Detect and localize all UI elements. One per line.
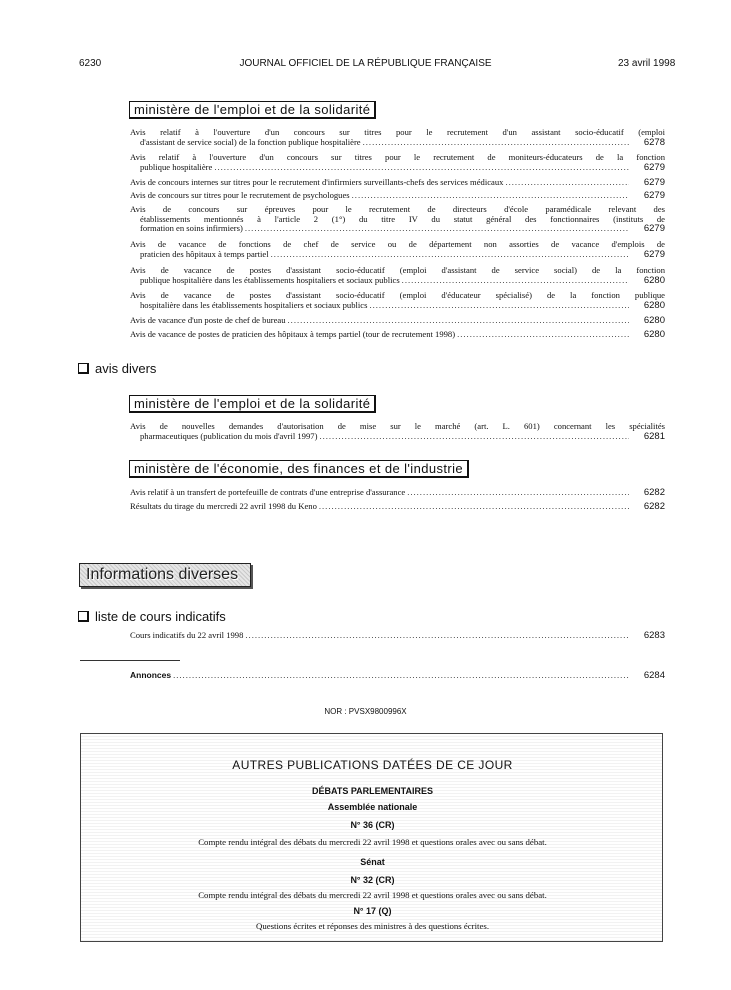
section-title: avis divers	[95, 361, 157, 376]
entry-text: Avis relatif à un transfert de portefeuille de contrats d'une entreprise d'assurance	[130, 487, 406, 497]
ministry-heading-emploi: ministère de l'emploi et de la solidarité	[129, 101, 376, 119]
issue-date: 23 avril 1998	[618, 58, 676, 69]
senat-heading: Sénat	[360, 857, 385, 867]
dot-leader	[352, 191, 629, 201]
entry-text-line1: Avis de vacance de fonctions de chef de service ou de département non assorties de vacance d'emplois de	[130, 239, 665, 249]
toc-entry[interactable]	[130, 330, 665, 340]
entry-text-line1: Avis de concours sur épreuves pour le recrutement de directeurs d'école paramédicale relevant des	[130, 204, 665, 214]
checkbox-square-icon	[78, 611, 89, 622]
dot-leader	[288, 316, 629, 326]
toc-entry[interactable]	[130, 153, 665, 172]
dot-leader	[245, 224, 629, 234]
banner-title: Informations diverses	[86, 566, 239, 583]
entry-page: 6280	[643, 299, 665, 311]
nor-reference: NOR : PVSX9800996X	[324, 707, 407, 716]
entry-page: 6282	[643, 487, 665, 498]
an-description: Compte rendu intégral des débats du mercredi 22 avril 1998 et questions orales avec ou sans débat.	[198, 837, 547, 847]
entry-text: Cours indicatifs du 22 avril 1998	[130, 630, 244, 640]
entry-text-line2: praticien des hôpitaux à temps partiel	[140, 248, 269, 259]
toc-entry[interactable]	[130, 502, 665, 512]
toc-entry[interactable]	[130, 128, 665, 147]
entry-page: 6279	[643, 161, 665, 173]
toc-entry[interactable]	[130, 191, 665, 201]
questions-description: Questions écrites et réponses des ministres à des questions écrites.	[255, 921, 490, 931]
toc-entry[interactable]	[130, 240, 665, 259]
entry-page: 6279	[643, 177, 665, 188]
entry-page: 6280	[643, 274, 665, 286]
toc-entry[interactable]	[130, 631, 665, 641]
entry-text-line3: formation en soins infirmiers)	[140, 223, 243, 234]
entry-page: 6280	[643, 315, 665, 326]
ministry-heading-emploi: ministère de l'emploi et de la solidarité	[129, 395, 376, 413]
entry-page: 6280	[643, 329, 665, 340]
entry-page: 6284	[643, 670, 665, 681]
entry-page: 6279	[643, 190, 665, 201]
entry-text-line2: hospitalière dans les établissements hospitaliers et sociaux publics	[140, 299, 368, 310]
dot-leader	[319, 432, 629, 442]
dot-leader	[402, 276, 629, 286]
questions-number: N° 17 (Q)	[353, 906, 392, 916]
journal-title: JOURNAL OFFICIEL DE LA RÉPUBLIQUE FRANÇAISE	[239, 58, 492, 69]
senat-number: N° 32 (CR)	[350, 875, 395, 885]
entry-text-line2: publique hospitalière	[140, 161, 213, 172]
divider	[80, 660, 180, 661]
ministry-heading-economie: ministère de l'économie, des finances et de l'industrie	[129, 460, 469, 478]
toc-entry[interactable]	[130, 291, 665, 310]
dot-leader	[214, 163, 629, 173]
entry-text-line1: Avis de vacance de postes d'assistant socio-éducatif (emploi d'assistant de service social) de la fonction	[130, 265, 665, 275]
entry-text: Avis de concours internes sur titres pour le recrutement d'infirmiers surveillants-chefs des services médicaux	[130, 177, 504, 187]
toc-entry[interactable]	[130, 422, 665, 441]
entry-text-line1: Avis relatif à l'ouverture d'un concours sur titres pour le recrutement d'un assistant socio-éducatif (emploi	[130, 127, 665, 137]
entry-page: 6281	[643, 430, 665, 442]
toc-entry[interactable]	[130, 316, 665, 326]
dot-leader	[363, 138, 629, 148]
entry-text: Résultats du tirage du mercredi 22 avril 1998 du Keno	[130, 501, 317, 511]
entry-text: Avis de vacance de postes de praticien des hôpitaux à temps partiel (tour de recrutement 1998)	[130, 329, 456, 339]
dot-leader	[457, 330, 629, 340]
assemblee-heading: Assemblée nationale	[327, 802, 418, 812]
checkbox-square-icon	[78, 363, 89, 374]
an-number: N° 36 (CR)	[350, 820, 395, 830]
entry-page: 6279	[643, 223, 665, 235]
dot-leader	[407, 488, 629, 498]
entry-text: Avis de concours sur titres pour le recrutement de psychologues	[130, 190, 350, 200]
senat-description: Compte rendu intégral des débats du mercredi 22 avril 1998 et questions orales avec ou sans débat.	[198, 890, 547, 900]
informations-diverses-banner	[79, 563, 251, 587]
dot-leader	[505, 178, 629, 188]
dot-leader	[369, 301, 629, 311]
section-liste-cours	[78, 609, 226, 624]
dot-leader	[319, 502, 629, 512]
toc-entry[interactable]	[130, 488, 665, 498]
entry-text-line2: établissements mentionnés à l'article 2 (1°) du titre IV du statut général des fonctionnaires (instituts de	[140, 213, 665, 224]
dot-leader	[173, 671, 629, 681]
entry-text-line1: Avis relatif à l'ouverture d'un concours sur titres pour le recrutement de moniteurs-éducateurs de la fonction	[130, 152, 665, 162]
toc-entry-annonces[interactable]	[130, 671, 665, 681]
toc-entry[interactable]	[130, 178, 665, 188]
entry-text-line2: d'assistant de service social) de la fonction publique hospitalière	[140, 136, 361, 147]
entry-text-line1: Avis de nouvelles demandes d'autorisation de mise sur le marché (art. L. 601) concernant les spécialités	[130, 421, 665, 431]
section-avis-divers	[78, 361, 156, 376]
entry-text-line1: Avis de vacance de postes d'assistant socio-éducatif (emploi d'éducateur spécialisé) de la fonction publique	[130, 290, 665, 300]
page-number: 6230	[79, 58, 102, 69]
section-title: liste de cours indicatifs	[95, 609, 226, 624]
dot-leader	[271, 250, 629, 260]
autres-publications-box	[80, 733, 663, 942]
box-title: AUTRES PUBLICATIONS DATÉES DE CE JOUR	[232, 758, 513, 772]
entry-page: 6282	[643, 501, 665, 512]
entry-page: 6278	[643, 136, 665, 148]
entry-text-line2: publique hospitalière dans les établissements hospitaliers et sociaux publics	[140, 274, 400, 285]
entry-text: Avis de vacance d'un poste de chef de bureau	[130, 315, 286, 325]
debats-heading: DÉBATS PARLEMENTAIRES	[311, 786, 433, 796]
entry-page: 6279	[643, 248, 665, 260]
dot-leader	[245, 631, 629, 641]
entry-text-line2: pharmaceutiques (publication du mois d'avril 1997)	[140, 430, 318, 441]
toc-entry[interactable]	[130, 266, 665, 285]
annonces-label: Annonces	[130, 670, 172, 680]
entry-page: 6283	[643, 630, 665, 641]
toc-entry[interactable]	[130, 205, 665, 234]
